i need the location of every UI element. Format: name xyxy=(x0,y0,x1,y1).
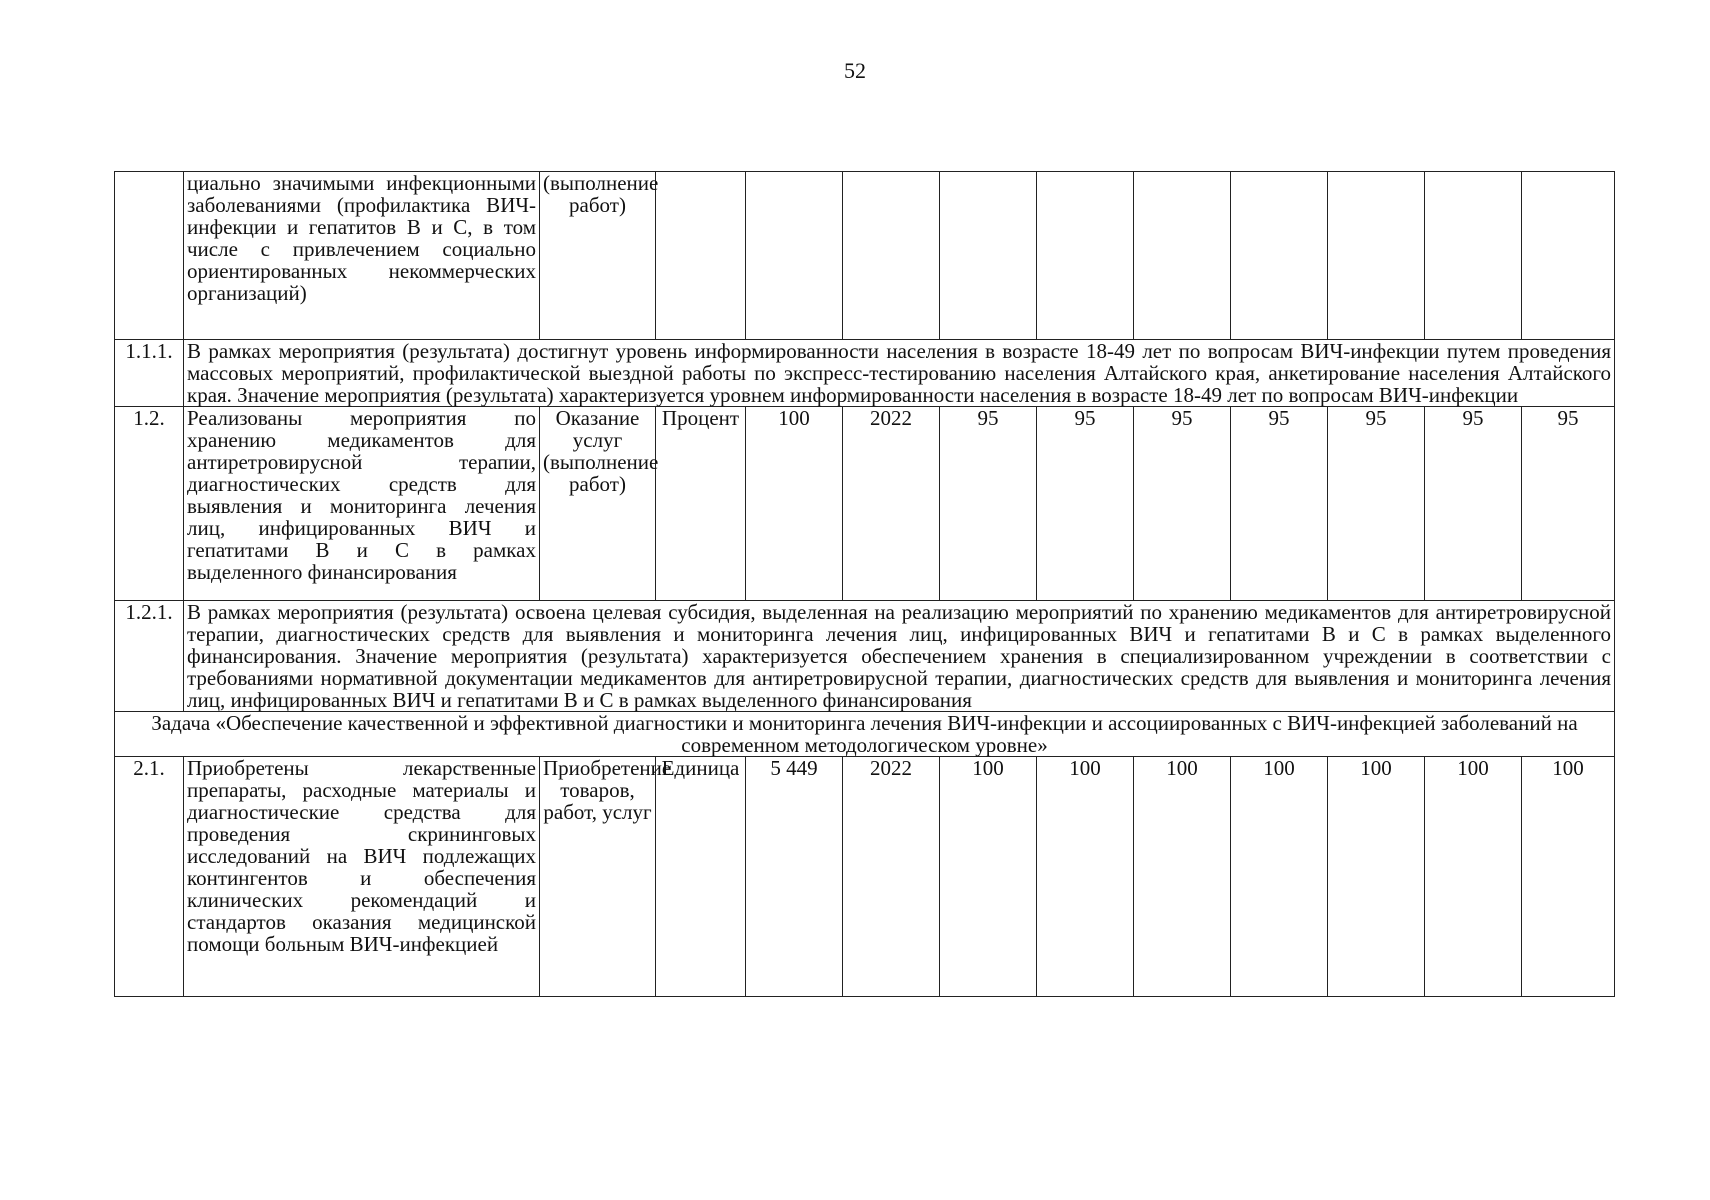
table-row-1-2-1 xyxy=(115,601,1615,712)
value-cell: 95 xyxy=(940,407,1037,601)
base-value-cell: 5 449 xyxy=(746,757,843,997)
value-cell: 95 xyxy=(1231,407,1328,601)
base-value-cell xyxy=(746,172,843,340)
value-cell xyxy=(1134,172,1231,340)
task-row xyxy=(115,712,1615,757)
value-cell: 100 xyxy=(940,757,1037,997)
type-cell: Оказание услуг (выполнение работ) xyxy=(540,407,656,601)
description-cell: циально значимыми инфекционными заболеваниями (профилактика ВИЧ-инфекции и гепатитов В и С, в том числе с привлечением социально ориентированных некоммерческих организаций) xyxy=(184,172,540,340)
unit-cell: Единица xyxy=(656,757,746,997)
result-description: В рамках мероприятия (результата) освоена целевая субсидия, выделенная на реализацию мероприятий по хранению медикаментов для антиретровирусной терапии, диагностических средств для выявления и мониторинга лечения лиц, инфицированных ВИЧ и гепатитами В и С в рамках выделенного финансирования. Значение мероприятия (результата) характеризуется обеспечением хранения в специализированном учреждении в соответствии с требованиями нормативной документации медикаментов для антиретровирусной терапии, диагностических средств для выявления и мониторинга лечения лиц, инфицированных ВИЧ и гепатитами В и С в рамках выделенного финансирования xyxy=(184,601,1615,712)
num-cell: 1.1.1. xyxy=(115,340,184,407)
value-cell xyxy=(1425,172,1522,340)
value-cell: 95 xyxy=(1134,407,1231,601)
table-row-2-1 xyxy=(115,757,1615,997)
type-cell: (выполнение работ) xyxy=(540,172,656,340)
value-cell: 100 xyxy=(1328,757,1425,997)
page-number: 52 xyxy=(844,58,866,83)
num-cell: 1.2. xyxy=(115,407,184,601)
base-year-cell: 2022 xyxy=(843,407,940,601)
value-cell: 95 xyxy=(1328,407,1425,601)
type-cell: Приобретение товаров, работ, услуг xyxy=(540,757,656,997)
value-cell: 100 xyxy=(1134,757,1231,997)
value-cell: 95 xyxy=(1425,407,1522,601)
value-cell xyxy=(1231,172,1328,340)
value-cell xyxy=(1037,172,1134,340)
base-year-cell xyxy=(843,172,940,340)
result-description: В рамках мероприятия (результата) достигнут уровень информированности населения в возрасте 18-49 лет по вопросам ВИЧ-инфекции путем проведения массовых мероприятий, профилактической выездной работы по экспресс-тестированию населения Алтайского края, анкетирование населения Алтайского края. Значение мероприятия (результата) характеризуется уровнем информированности населения в возрасте 18-49 лет по вопросам ВИЧ-инфекции xyxy=(184,340,1615,407)
base-year-cell: 2022 xyxy=(843,757,940,997)
num-cell xyxy=(115,172,184,340)
value-cell: 100 xyxy=(1522,757,1615,997)
value-cell: 95 xyxy=(1522,407,1615,601)
num-cell: 1.2.1. xyxy=(115,601,184,712)
description-cell: Приобретены лекарственные препараты, расходные материалы и диагностические средства для проведения скрининговых исследований на ВИЧ подлежащих контингентов и обеспечения клинических рекомендаций и стандартов оказания медицинской помощи больным ВИЧ-инфекцией xyxy=(184,757,540,997)
value-cell: 100 xyxy=(1231,757,1328,997)
num-cell: 2.1. xyxy=(115,757,184,997)
task-heading: Задача «Обеспечение качественной и эффективной диагностики и мониторинга лечения ВИЧ-инфекции и ассоциированных с ВИЧ-инфекцией заболеваний на современном методологическом уровне» xyxy=(115,712,1615,757)
value-cell: 100 xyxy=(1425,757,1522,997)
table-row-1-1-1 xyxy=(115,340,1615,407)
unit-cell: Процент xyxy=(656,407,746,601)
results-table xyxy=(114,171,1615,997)
table-row-1-2 xyxy=(115,407,1615,601)
value-cell xyxy=(940,172,1037,340)
unit-cell xyxy=(656,172,746,340)
value-cell xyxy=(1522,172,1615,340)
value-cell xyxy=(1328,172,1425,340)
base-value-cell: 100 xyxy=(746,407,843,601)
description-cell: Реализованы мероприятия по хранению медикаментов для антиретровирусной терапии, диагностических средств для выявления и мониторинга лечения лиц, инфицированных ВИЧ и гепатитами В и С в рамках выделенного финансирования xyxy=(184,407,540,601)
table-row-continuation xyxy=(115,172,1615,340)
value-cell: 95 xyxy=(1037,407,1134,601)
value-cell: 100 xyxy=(1037,757,1134,997)
